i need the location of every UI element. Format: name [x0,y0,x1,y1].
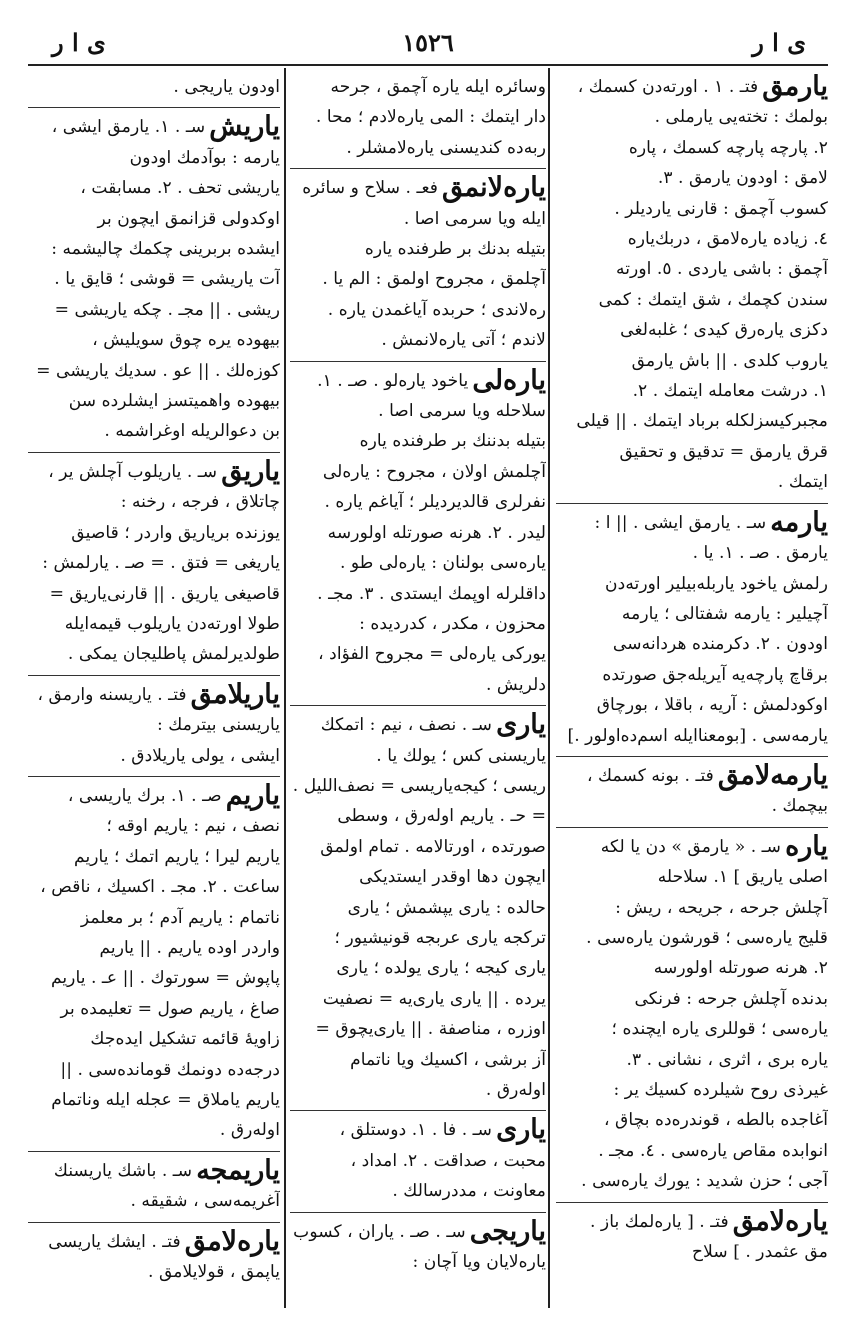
entry-line: یاریم لیرا ؛ یاریم اتمك ؛ یاریم [74,846,280,867]
entry-line: تركجه یاری عربجه قونیشیور ؛ [334,927,546,948]
dictionary-entry [28,1222,280,1288]
dictionary-entry [28,72,280,102]
entry-line: یاخود یاره‌لو . صـ . ١. [317,370,469,391]
entry-line: یاری كیجه ؛ یاری یولده ؛ یاری [336,958,546,979]
dictionary-entry [290,72,546,163]
entry-line: قلیج یاره‌سی ؛ قورشون یاره‌سی . [586,927,828,948]
entry-line: دكزی یاره‌رق كیدی ؛ غلبه‌لغی [620,320,828,341]
dictionary-entry [556,827,828,1197]
entry-line: معاونت ، مددرسالك . [392,1181,546,1202]
dictionary-entry [556,72,828,498]
entry-line: قرق یارمق = تدقیق و تحقیق [619,441,828,462]
entry-headword: یاره [785,830,828,862]
entry-line: داقلرله اوپمك ایستدی . ٣. مجـ . [317,583,546,604]
entry-line: یورکی یاره‌لی = مجروح الفؤاد ، [318,644,546,665]
entry-line: محبت ، صداقت . ٢. امداد ، [350,1150,546,1171]
entry-line: قاصیغی یاریق . || قارنی‌یاریق = [49,583,280,604]
dictionary-entry [28,1151,280,1217]
entry-line: دلریش . [486,674,546,695]
entry-line: رلمش یاخود یاربله‌بیلیر اورته‌دن [605,573,828,594]
entry-line: بدنده آچلش جرحه : فرنكی [634,988,828,1009]
entry-headword: یاریمجه [196,1154,280,1186]
entry-line: اوله‌رق . [219,1120,280,1141]
entry-line: آچلمق ، مجروح اولمق : الم یا . [322,269,546,290]
entry-line: سندن كچمك ، شق ایتمك : كمی [598,289,828,310]
entry-line: فتـ . [ یاره‌لمك باز . [589,1211,729,1232]
entry-line: ٢. پارچه پارچه كسمك ، پاره‌ [628,137,828,158]
header-right-letters: ی ا ر [752,28,806,57]
dictionary-entry [28,675,280,771]
entry-line: آچلمش اولان ، مجروح : یاره‌لی [322,461,546,482]
entry-line: درجه‌ده دونمك قومانده‌سی . || [60,1059,280,1080]
entry-line: بتیله بدنك بر طرفنده یاره [364,239,546,260]
entry-line: یاروب كلدی . || باش یارمق [631,350,828,371]
entry-line: ایچون دها اوقدر ایستدیكی [359,867,546,888]
entry-line: نصف ، نیم : یاریم اوقه ؛ [106,816,280,837]
dictionary-entry [290,168,546,355]
entry-line: اوله‌رق . [485,1080,546,1100]
entry-line: بتیله بدننك بر طرفنده یاره [359,431,546,452]
entry-line: آت یاریشی = قوشی ؛ قایق یا . [54,269,280,290]
entry-line: سـ . « یارمق » دن یا لكه [600,836,782,857]
entry-line: دار ایتمك : المی یاره‌لادم ؛ محا . [315,107,546,128]
entry-line: سـ . ١. یارمق ایشی ، [51,117,206,138]
entry-line: صورتده ، اورتالامه . تمام اولمق [320,836,546,857]
entry-line: كوزه‌لك . || عو . سدیك یاریشی = [36,360,280,381]
column-divider-left [284,68,286,1308]
entry-line: سـ . نصف ، نیم : اتمكك [320,715,493,736]
entry-line: ایشده بربرینی چكمك چالیشمه : [51,239,280,260]
entry-line: فتـ . بونه كسمك ، [586,765,714,786]
entry-line: سـ . یاریلوب آچلش یر ، [48,461,218,482]
entry-line: فتـ . ایشك یاریسی [48,1231,181,1252]
dictionary-entry [290,705,546,1105]
entry-line: فتـ . ١ . اورته‌دن كسمك ، [577,77,759,97]
entry-line: چاتلاق ، فرجه ، رخنه : [120,492,280,513]
dictionary-entry [290,361,546,700]
entry-line: زاویهٔ قائمه تشكیل ایده‌جك [90,1029,280,1050]
entry-line: واردر اوده یاریم . || یاریم [99,937,280,958]
entry-line: انوابده مقاص یاره‌سی . ٤. مجـ . [598,1140,828,1161]
entry-line: ٢. هرنه صورتله اولورسه [653,958,828,979]
entry-line: طولدیرلمش پاطلیجان یمكی . [67,644,280,665]
entry-line: یاره‌سی ؛ قوللری یاره ایچنده ؛ [611,1019,828,1040]
entry-line: یاریشی تحف . ٢. مسابقت ، [80,178,280,199]
entry-line: سـ . یارمق ایشی . || ا : [594,512,767,533]
dictionary-entry [556,1202,828,1268]
entry-line: یرده . || یاری یاری‌یه = نصفیت [322,988,546,1009]
entry-line: آز برشی ، اكسیك ویا ناتمام [350,1049,546,1070]
entry-line: ربه‌ده كندیسنی یاره‌لامشلر . [346,137,546,158]
dictionary-entry [28,776,280,1146]
entry-line: آچیلیر : یارمه شفتالی ؛ یارمه [621,603,828,624]
entry-headword: یارمق [762,72,828,102]
page-number: ١٥٢٦ [402,28,454,57]
entry-headword: یاریم [225,779,280,811]
entry-line: غیرذی روح شیلرده كسیك ير : [613,1080,828,1100]
entry-line: یاره‌لایان ویا آچان : [412,1252,546,1273]
entry-line: لامق : اودون یارمق . ٣. [657,168,828,189]
entry-headword: یاره‌لانمق [442,172,546,204]
entry-line: آغاجده بالطه ، قوندره‌ده بچاق ، [604,1110,828,1131]
entry-line: صـ . ١. برك یاریسی ، [67,785,222,806]
dictionary-entry [556,503,828,751]
entry-line: مجبركيسزلكله برباد ایتمك . || قیلی [576,411,828,432]
header-left-letters: ی ا ر [52,28,106,57]
entry-headword: یاریق [221,455,280,487]
entry-line: اوكدولی قزانمق ایچون بر [97,208,280,229]
entry-line: ایله ویا سرمی اصا . [403,208,546,229]
entry-line: یاره‌سی بولنان : یاره‌لی طو . [339,553,546,574]
entry-line: بیچمك . [771,796,828,817]
entry-line: لیدر . ٢. هرنه صورتله اولورسه [327,522,546,543]
dictionary-entry [290,1212,546,1278]
column-divider-right [548,68,550,1308]
entry-line: یوزنده بریاریق واردر ؛ قاصیق [71,522,280,543]
header-rule [28,64,828,66]
entry-headword: یاری [496,709,546,741]
entry-line: = حـ . یاریم اوله‌رق ، وسطی [337,806,546,827]
entry-line: مق عثمدر . ] سلاح [691,1242,828,1263]
entry-headword: یارمه‌لامق [717,759,828,791]
dictionary-entry [556,756,828,822]
entry-line: اودون یاریجی . [173,77,280,97]
entry-line: ساعت . ٢. مجـ . اكسیك ، ناقص ، [40,877,280,898]
entry-line: فعـ . سلاح و سائره [302,178,439,199]
entry-line: اصلی یاریق ] ١. سلاحله [657,867,828,888]
entry-line: یاریم یاملاق = عجله ایله وناتمام [51,1090,280,1110]
entry-headword: یارمه [770,506,828,538]
entry-line: یارمق . صـ . ١. یا . [692,543,828,564]
dictionary-entry [28,452,280,670]
dictionary-entry [290,1110,546,1206]
entry-line: ره‌لاندی ؛ حربده‌ آیاغمدن یاره . [327,299,546,320]
entry-line: ٤. زیاده یاره‌لامق ، دربك‌یاره [627,229,828,250]
entry-line: یارمه : بوآدمك اودون [129,147,280,168]
entry-headword: یاره‌لامق [732,1205,828,1237]
entry-headword: یاریلامق [190,678,280,710]
entry-line: لاندم ؛ آتی یاره‌لانمش . [381,330,546,351]
entry-line: بیهوده واهمیتسز ایشلرده سن [68,391,280,412]
entry-line: ایشی ، یولی یاریلادق . [120,745,280,766]
entry-line: نفرلری قالدیردیلر ؛ آیاغم یاره . [324,492,546,513]
entry-line: سلاحله ویا سرمی اصا . [378,401,546,422]
entry-line: بولمك : تخته‌یی یارملی . [654,107,828,128]
entry-line: یاریسنی كس ؛ یولك یا . [376,745,546,766]
entry-line: كسوب آچمق : قارنی یاردیلر . [614,198,828,219]
entry-line: وسائره ایله یاره آچمق ، جرحه‌ [330,77,546,97]
entry-line: یاریسنی بیترمك : [157,715,280,736]
entry-line: پاپوش = سورتوك . || عـ . یاریم [50,968,280,989]
entry-line: حالده : یاری یپشمش ؛ یاری [347,897,546,918]
entry-line: یارمه‌سی . [بومعناایله اسم‌ده‌اولور .] [567,725,828,746]
entry-line: آجی ؛ حزن شدید : یورك یاره‌سی . [581,1171,828,1192]
entry-headword: یاریش [209,111,280,143]
entry-line: ایتمك . [777,472,828,493]
entry-line: ناتمام : یاریم آدم ؛ بر معلمز [80,907,280,928]
entry-line: یاریغی = فتق . = صـ . یارلمش : [42,553,280,574]
column-left [28,72,280,1304]
entry-line: آچمق : باشی یاردی . ٥. اورته‌ [616,259,828,280]
entry-line: اودون . ٢. دكرمنده هردانه‌سی [612,634,828,655]
dictionary-entry [28,107,280,446]
entry-line: فتـ . یاریسنه وارمق ، [37,684,187,705]
entry-line: آچلش جرحه ، جریحه ، ریش : [615,897,828,918]
entry-line: سـ . صـ . یاران ، كسوب [293,1221,466,1242]
entry-line: برقاچ پارچه‌یه آیریله‌جق صورتده [602,664,828,685]
entry-line: یاپمق ، قولایلامق . [148,1262,280,1283]
entry-line: صاغ ، یاریم صول = تعلیمده بر [60,998,280,1019]
entry-line: طولا اورته‌دن یاریلوب قیمه‌ایله [64,613,280,634]
entry-line: یاره بری ، اثری ، نشانی . ٣. [626,1049,828,1070]
entry-headword: یاریجی [469,1215,546,1247]
column-middle [290,72,546,1304]
entry-line: ١. درشت معامله ایتمك . ٢. [632,381,828,402]
entry-headword: یاری [496,1114,546,1146]
entry-headword: یاره‌لامق [184,1225,280,1257]
entry-line: اوزره ، مناصفة . || یاری‌یچوق = [315,1019,546,1040]
entry-headword: یاره‌لی [472,364,546,396]
column-right [556,72,828,1304]
entry-line: سـ . باشك یاریسنك [53,1160,193,1181]
entry-line: اوكودلمش : آریه ، باقلا ، بورچاق [596,695,828,716]
entry-line: ریشی . || مجـ . چكه یاریشی = [54,299,280,320]
entry-line: بیهوده یره چوق سویلیش ، [92,330,280,351]
entry-line: بن دعوالریله اوغراشمه . [104,421,280,442]
entry-line: ریسی ؛ كیجه‌یاریسی = نصف‌اللیل . [292,775,546,796]
page-header [28,28,828,62]
entry-line: سـ . فا . ١. دوستلق ، [339,1120,493,1141]
entry-line: آغریمه‌سی ، شقیقه . [130,1191,280,1212]
entry-line: محزون ، مكدر ، كدردیده : [359,613,546,634]
